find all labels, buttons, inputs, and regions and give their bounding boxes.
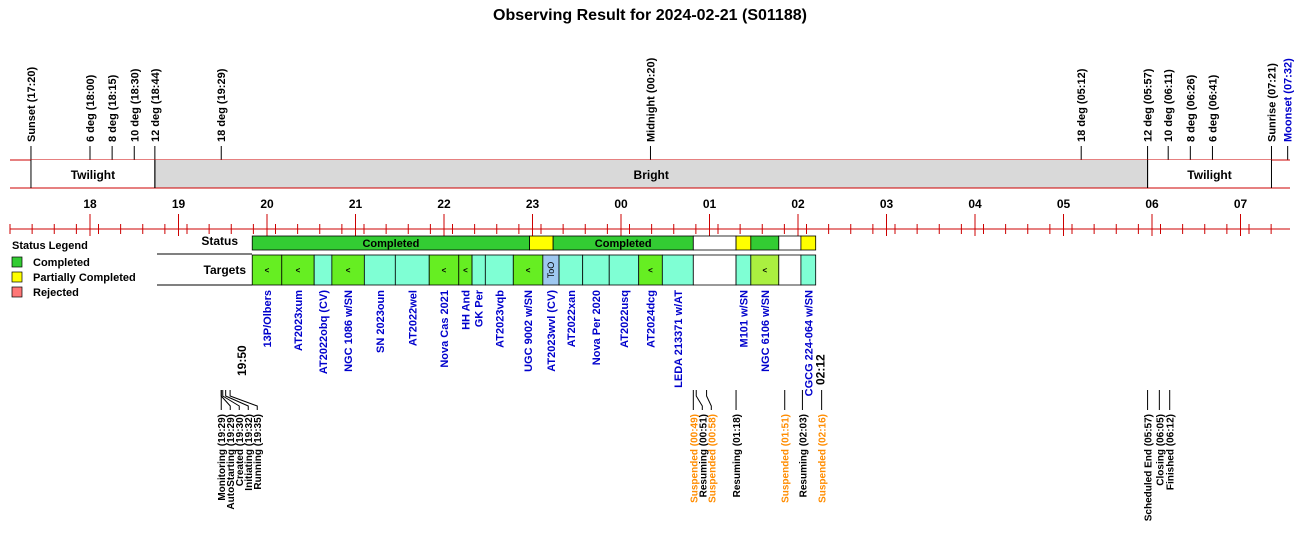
target-name-at2022usq: AT2022usq [618,290,631,348]
hour-tick-label-06: 06 [1145,197,1159,211]
target-mark-at2023wvl-cv: ToO [545,261,556,279]
sun-marker-label-12-deg-18-44: 12 deg (18:44) [149,68,162,142]
event-label-initiating-19-32: Initiating (19:32) [244,414,256,491]
start-time-label: 19:50 [235,345,250,376]
row-label-targets: Targets [203,263,246,277]
sky-bands [10,160,1290,188]
sun-marker-label-18-deg-19-29: 18 deg (19:29) [216,68,229,142]
target-block-at2022wel [395,255,429,285]
sky-band-label-1: Bright [633,168,669,182]
event-label-running-19-35: Running (19:35) [253,414,265,490]
legend-label-completed: Completed [33,257,90,269]
target-block-gap-17 [693,255,736,285]
event-label-finished-06-12: Finished (06:12) [1165,414,1177,491]
target-block-nova-per-2020 [583,255,610,285]
target-block-gap-20 [779,255,801,285]
legend-swatch-completed [12,257,22,267]
event-line-6 [696,390,702,410]
status-segment-3-none [693,236,736,250]
target-name-hh-and: HH And [460,290,473,330]
status-segment-1-partial [530,236,554,250]
target-block-at2022usq [609,255,638,285]
target-name-ngc-6106-w-sn: NGC 6106 w/SN [759,290,772,372]
target-name-leda-213371-w-at: LEDA 213371 w/AT [672,290,685,388]
hour-tick-label-03: 03 [879,197,894,211]
event-label-scheduled-end-05-57: Scheduled End (05:57) [1143,414,1155,522]
target-name-nova-cas-2021: Nova Cas 2021 [439,290,451,368]
sky-band-label-2: Twilight [1187,168,1232,182]
target-name-m101-w-sn: M101 w/SN [738,290,751,348]
target-name-at2022xan: AT2022xan [565,290,578,348]
status-segment-7-partial [801,236,816,250]
status-label-2: Completed [594,238,652,250]
sun-marker-label-midnight-00-20: Midnight (00:20) [645,57,658,142]
hour-tick-label-07: 07 [1233,197,1248,211]
hour-tick-label-18: 18 [83,197,97,211]
target-block-at2022xan [559,255,583,285]
status-segment-5-completed [751,236,779,250]
target-name-nova-per-2020: Nova Per 2020 [590,290,603,366]
target-block-cgcg-224-064-w-sn [801,255,816,285]
target-block-leda-213371-w-at [662,255,693,285]
target-name-sn-2023oun: SN 2023oun [374,290,387,353]
target-name-gk-per: GK Per [473,290,486,328]
target-name-at2023xum: AT2023xum [292,290,305,351]
legend-title: Status Legend [12,240,88,252]
target-block-gk-per [472,255,485,285]
event-label-suspended-00-49: Suspended (00:49) [689,414,701,503]
event-line-7 [707,390,712,410]
hour-tick-label-05: 05 [1056,197,1071,211]
status-segment-6-none [779,236,801,250]
legend-swatch-partially-completed [12,272,22,282]
target-name-at2022wel: AT2022wel [407,290,420,347]
target-mark-nova-cas-2021: < [441,266,447,275]
hour-tick-label-00: 00 [614,197,628,211]
target-block-at2022obq-cv [314,255,332,285]
sun-marker-label-10-deg-06-11: 10 deg (06:11) [1163,69,1176,142]
event-label-autostarting-19-29: AutoStarting (19:29) [226,414,238,510]
hour-tick-label-21: 21 [348,197,363,211]
event-label-monitoring-19-29: Monitoring (19:29) [217,414,229,501]
status-segment-4-partial [736,236,751,250]
hour-tick-label-20: 20 [260,197,274,211]
row-label-status: Status [201,234,238,248]
hour-tick-label-22: 22 [437,197,451,211]
sun-marker-label-8-deg-06-26: 8 deg (06:26) [1185,74,1198,142]
target-name-ngc-1086-w-sn: NGC 1086 w/SN [343,290,356,372]
target-block-at2023vqb [485,255,513,285]
event-label-resuming-00-51: Resuming (00:51) [698,414,710,498]
sun-marker-label-6-deg-06-41: 6 deg (06:41) [1207,74,1220,142]
target-mark-13p-olbers: < [264,266,270,275]
target-mark-ugc-9002-w-sn: < [525,266,531,275]
event-markers [217,390,1176,521]
sun-markers [26,57,1295,160]
hour-tick-label-02: 02 [791,197,805,211]
target-name-at2023vqb: AT2023vqb [494,290,507,348]
target-name-13p-olbers: 13P/Olbers [262,290,274,348]
status-legend [12,240,136,299]
sun-marker-label-moonset-07-32: Moonset (07:32) [1282,58,1295,142]
sun-marker-label-12-deg-05-57: 12 deg (05:57) [1142,68,1155,142]
hour-tick-label-23: 23 [525,197,540,211]
status-row [252,236,815,250]
legend-label-partially-completed: Partially Completed [33,272,136,284]
status-label-0: Completed [362,238,420,250]
event-label-closing-06-05: Closing (06:05) [1155,414,1167,486]
target-mark-ngc-6106-w-sn: < [762,266,768,275]
sun-marker-label-18-deg-05-12: 18 deg (05:12) [1076,68,1089,142]
event-label-suspended-00-58: Suspended (00:58) [707,414,719,503]
target-name-at2023wvl-cv: AT2023wvl (CV) [545,290,558,372]
target-name-at2022obq-cv: AT2022obq (CV) [318,290,331,375]
hour-tick-label-04: 04 [968,197,982,211]
target-mark-ngc-1086-w-sn: < [345,266,351,275]
event-label-suspended-01-51: Suspended (01:51) [780,414,792,503]
sun-marker-label-sunrise-07-21: Sunrise (07:21) [1266,63,1279,142]
target-mark-at2024dcg: < [648,266,653,275]
hour-tick-label-19: 19 [171,197,186,211]
legend-label-rejected: Rejected [33,287,79,299]
event-label-resuming-01-18: Resuming (01:18) [732,414,744,498]
target-mark-at2023xum: < [295,266,301,275]
legend-swatch-rejected [12,287,22,297]
target-name-at2024dcg: AT2024dcg [645,290,658,348]
target-name-ugc-9002-w-sn: UGC 9002 w/SN [523,290,536,372]
target-block-m101-w-sn [736,255,751,285]
event-label-suspended-02-16: Suspended (02:16) [817,414,829,503]
target-mark-hh-and: < [463,266,468,275]
hour-tick-label-01: 01 [702,197,717,211]
event-label-created-19-30: Created (19:30) [235,414,247,487]
sun-marker-label-6-deg-18-00: 6 deg (18:00) [85,74,97,142]
targets-row [235,255,827,396]
sky-band-label-0: Twilight [70,168,116,182]
hour-axis [10,197,1290,236]
chart-title: Observing Result for 2024-02-21 (S01188) [493,7,807,24]
sun-marker-label-10-deg-18-30: 10 deg (18:30) [129,68,142,142]
target-name-cgcg-224-064-w-sn: CGCG 224-064 w/SN [803,290,816,397]
event-label-resuming-02-03: Resuming (02:03) [798,414,810,498]
row-labels [157,234,252,285]
target-block-sn-2023oun [364,255,395,285]
sun-marker-label-8-deg-18-15: 8 deg (18:15) [107,74,120,142]
sun-marker-label-sunset-17-20: Sunset (17:20) [25,66,38,142]
end-time-label: 02:12 [813,354,828,385]
